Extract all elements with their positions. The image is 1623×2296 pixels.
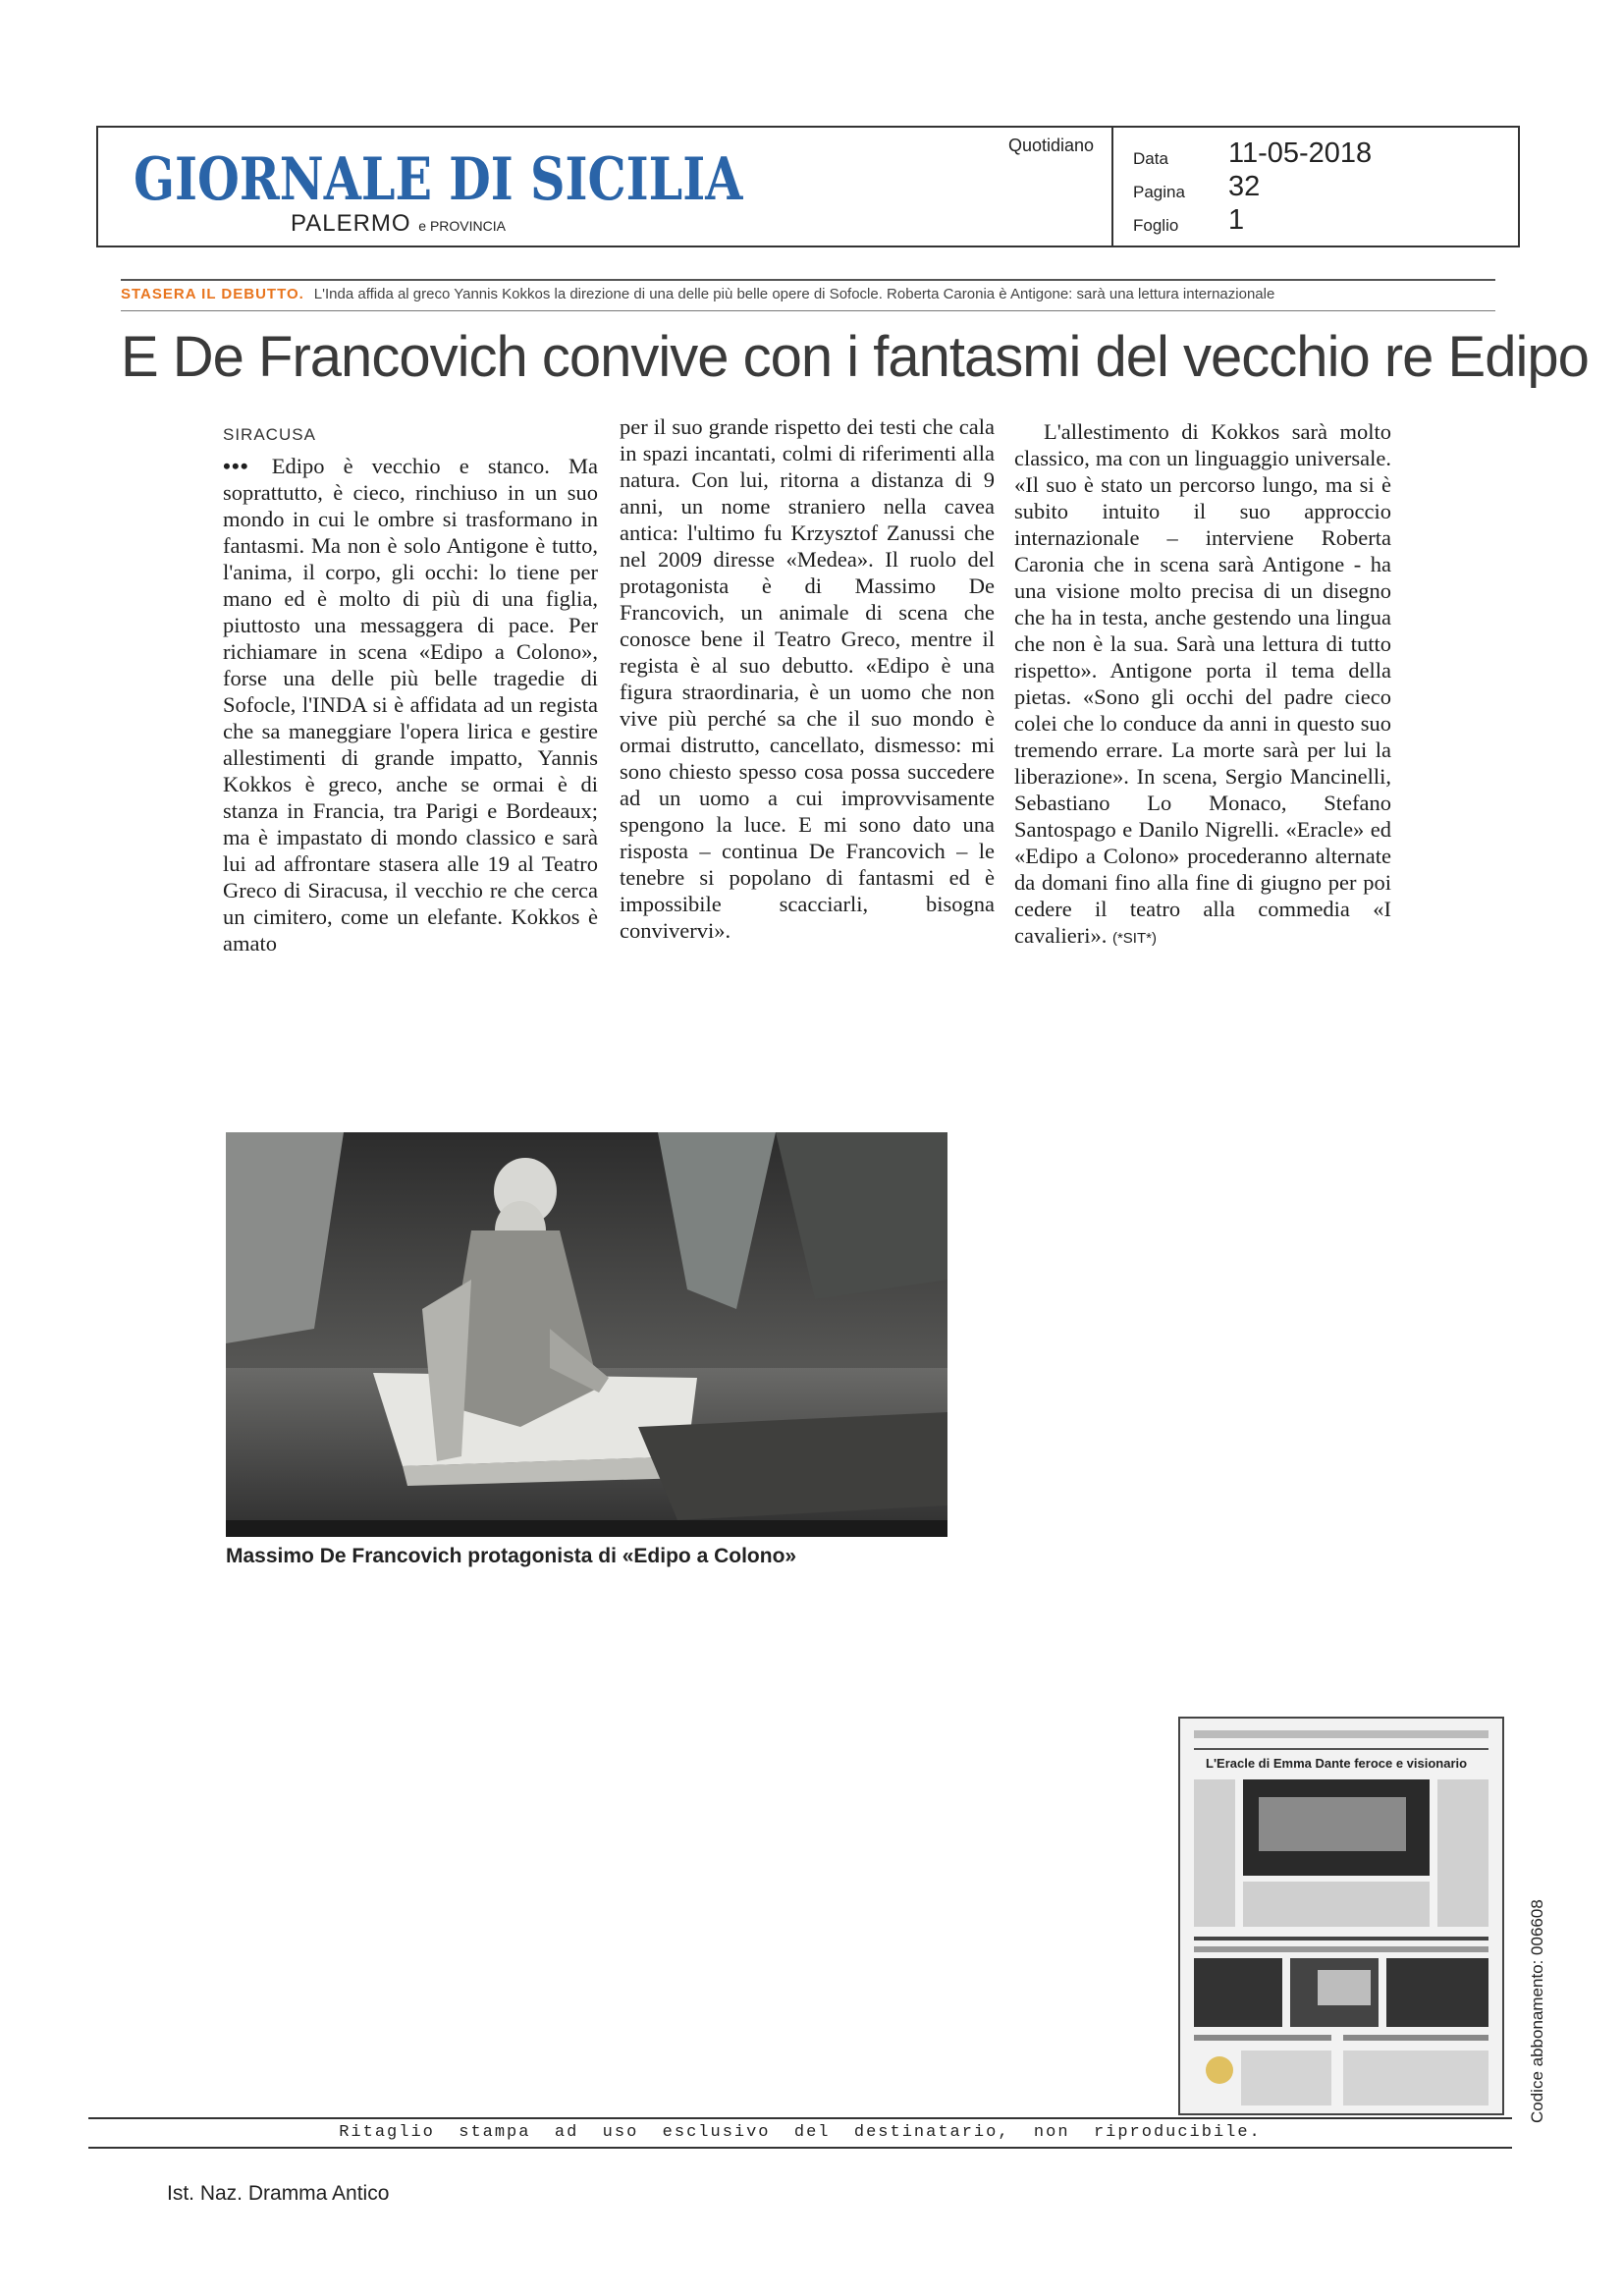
- kicker-text: L'Inda affida al greco Yannis Kokkos la direzione di una delle più belle opere di Sofocle. Roberta Caronia è Antigone: sarà una lettura internazionale: [313, 286, 1275, 302]
- stage-scene-illustration: [226, 1132, 947, 1537]
- date-value: 11-05-2018: [1228, 137, 1373, 169]
- bullet-marker: •••: [223, 454, 249, 478]
- column-3-text: L'allestimento di Kokkos sarà molto classico, ma con un linguaggio universale. «Il suo è stato un percorso lungo, ma si è subito intuito il suo approccio internazionale – interviene Roberta Caronia che in scena sarà Antigone - ha una visione molto precisa di un disegno che ha in testa, anche gestendo una lingua che non è la sua. Sarà una lettura di tutto rispetto». Antigone porta il tema della pietas. «Sono gli occhi del padre cieco colei che lo conduce da anni in questo suo tremendo errare. La morte sarà per lui la liberazione». In scena, Sergio Mancinelli, Sebastiano Lo Monaco, Stefano Santospago e Danilo Nigrelli. «Eracle» ed «Edipo a Colono» procederanno alternate da domani fino alla fine di giugno per poi cedere il teatro alla commedia «I cavalieri».: [1014, 419, 1391, 948]
- thumbnail-layout: [1180, 1719, 1502, 2113]
- institution-label: Ist. Naz. Dramma Antico: [167, 2182, 390, 2205]
- article-column-1: [223, 453, 598, 957]
- page-label: Pagina: [1133, 183, 1185, 201]
- metadata-box: [1111, 128, 1520, 246]
- kicker-tag: STASERA IL DEBUTTO.: [121, 286, 304, 302]
- column-2-text: per il suo grande rispetto dei testi che cala in spazi incantati, colmi di riferimenti alla natura. Con lui, ritorna a distanza di 9 anni, un nome straniero nella cavea antica: l'ultimo fu Krzysztof Zanussi che nel 2009 diresse «Medea». Il ruolo del protagonista è di Massimo De Francovich, un animale di scena che conosce bene il Teatro Greco, mentre il regista è al suo debutto. «Edipo è una figura straordinaria, è un uomo che non vive più perché sa che il suo mondo è ormai distrutto, cancellato, dismesso: mi sono chiesto spesso cosa possa succedere ad un uomo a cui improvvisamente spengono la luce. E mi sono dato una risposta – continua De Francovich – le tenebre si popolano di fantasmi ed è impossibile scacciarli, bisogna convivervi».: [620, 414, 995, 943]
- newspaper-logo: GIORNALE DI SICILIA: [134, 145, 743, 214]
- page-value: 32: [1228, 171, 1261, 202]
- article-column-3: [1014, 418, 1391, 952]
- edition-suffix: e PROVINCIA: [418, 218, 506, 234]
- dateline: SIRACUSA: [223, 425, 316, 444]
- sheet-label: Foglio: [1133, 216, 1179, 235]
- article-kicker: [121, 279, 1495, 311]
- logo-area: [98, 128, 1109, 246]
- footer-bar: [88, 2117, 1512, 2149]
- publication-type: Quotidiano: [1008, 136, 1095, 155]
- clipping-notice: Ritaglio stampa ad uso esclusivo del destinatario, non riproducibile.: [339, 2123, 1262, 2142]
- sheet-value: 1: [1228, 204, 1245, 236]
- edition-label: [291, 210, 506, 238]
- subscription-code: Codice abbonamento: 006608: [1528, 1899, 1546, 2123]
- article-photo: [226, 1132, 947, 1537]
- masthead: [96, 126, 1520, 247]
- edition-city: PALERMO: [291, 210, 411, 237]
- thumbnail-title: L'Eracle di Emma Dante feroce e visionario: [1206, 1756, 1468, 1771]
- article-column-2: [620, 413, 995, 944]
- date-label: Data: [1133, 149, 1168, 168]
- article-headline: E De Francovich convive con i fantasmi del vecchio re Edipo: [121, 325, 1589, 389]
- page-thumbnail: [1178, 1717, 1504, 2115]
- photo-caption: Massimo De Francovich protagonista di «Edipo a Colono»: [226, 1545, 797, 1567]
- column-1-text: Edipo è vecchio e stanco. Ma soprattutto, è cieco, rinchiuso in un suo mondo in cui le ombre si trasformano in fantasmi. Ma non è solo Antigone è tutto, l'anima, il corpo, gli occhi: lo tiene per mano ed è molto di più di una figlia, piuttosto una messaggera di pace. Per richiamare in scena «Edipo a Colono», forse una delle più belle tragedie di Sofocle, l'INDA si è affidata ad un regista che sa maneggiare l'opera lirica e gestire allestimenti di grande impatto, Yannis Kokkos è greco, anche se ormai è di stanza in Francia, tra Parigi e Bordeaux; ma è impastato di mondo classico e sarà lui ad affrontare stasera alle 19 al Teatro Greco di Siracusa, il vecchio re che cerca un cimitero, come un elefante. Kokkos è amato: [223, 454, 599, 956]
- byline: (*SIT*): [1111, 930, 1157, 947]
